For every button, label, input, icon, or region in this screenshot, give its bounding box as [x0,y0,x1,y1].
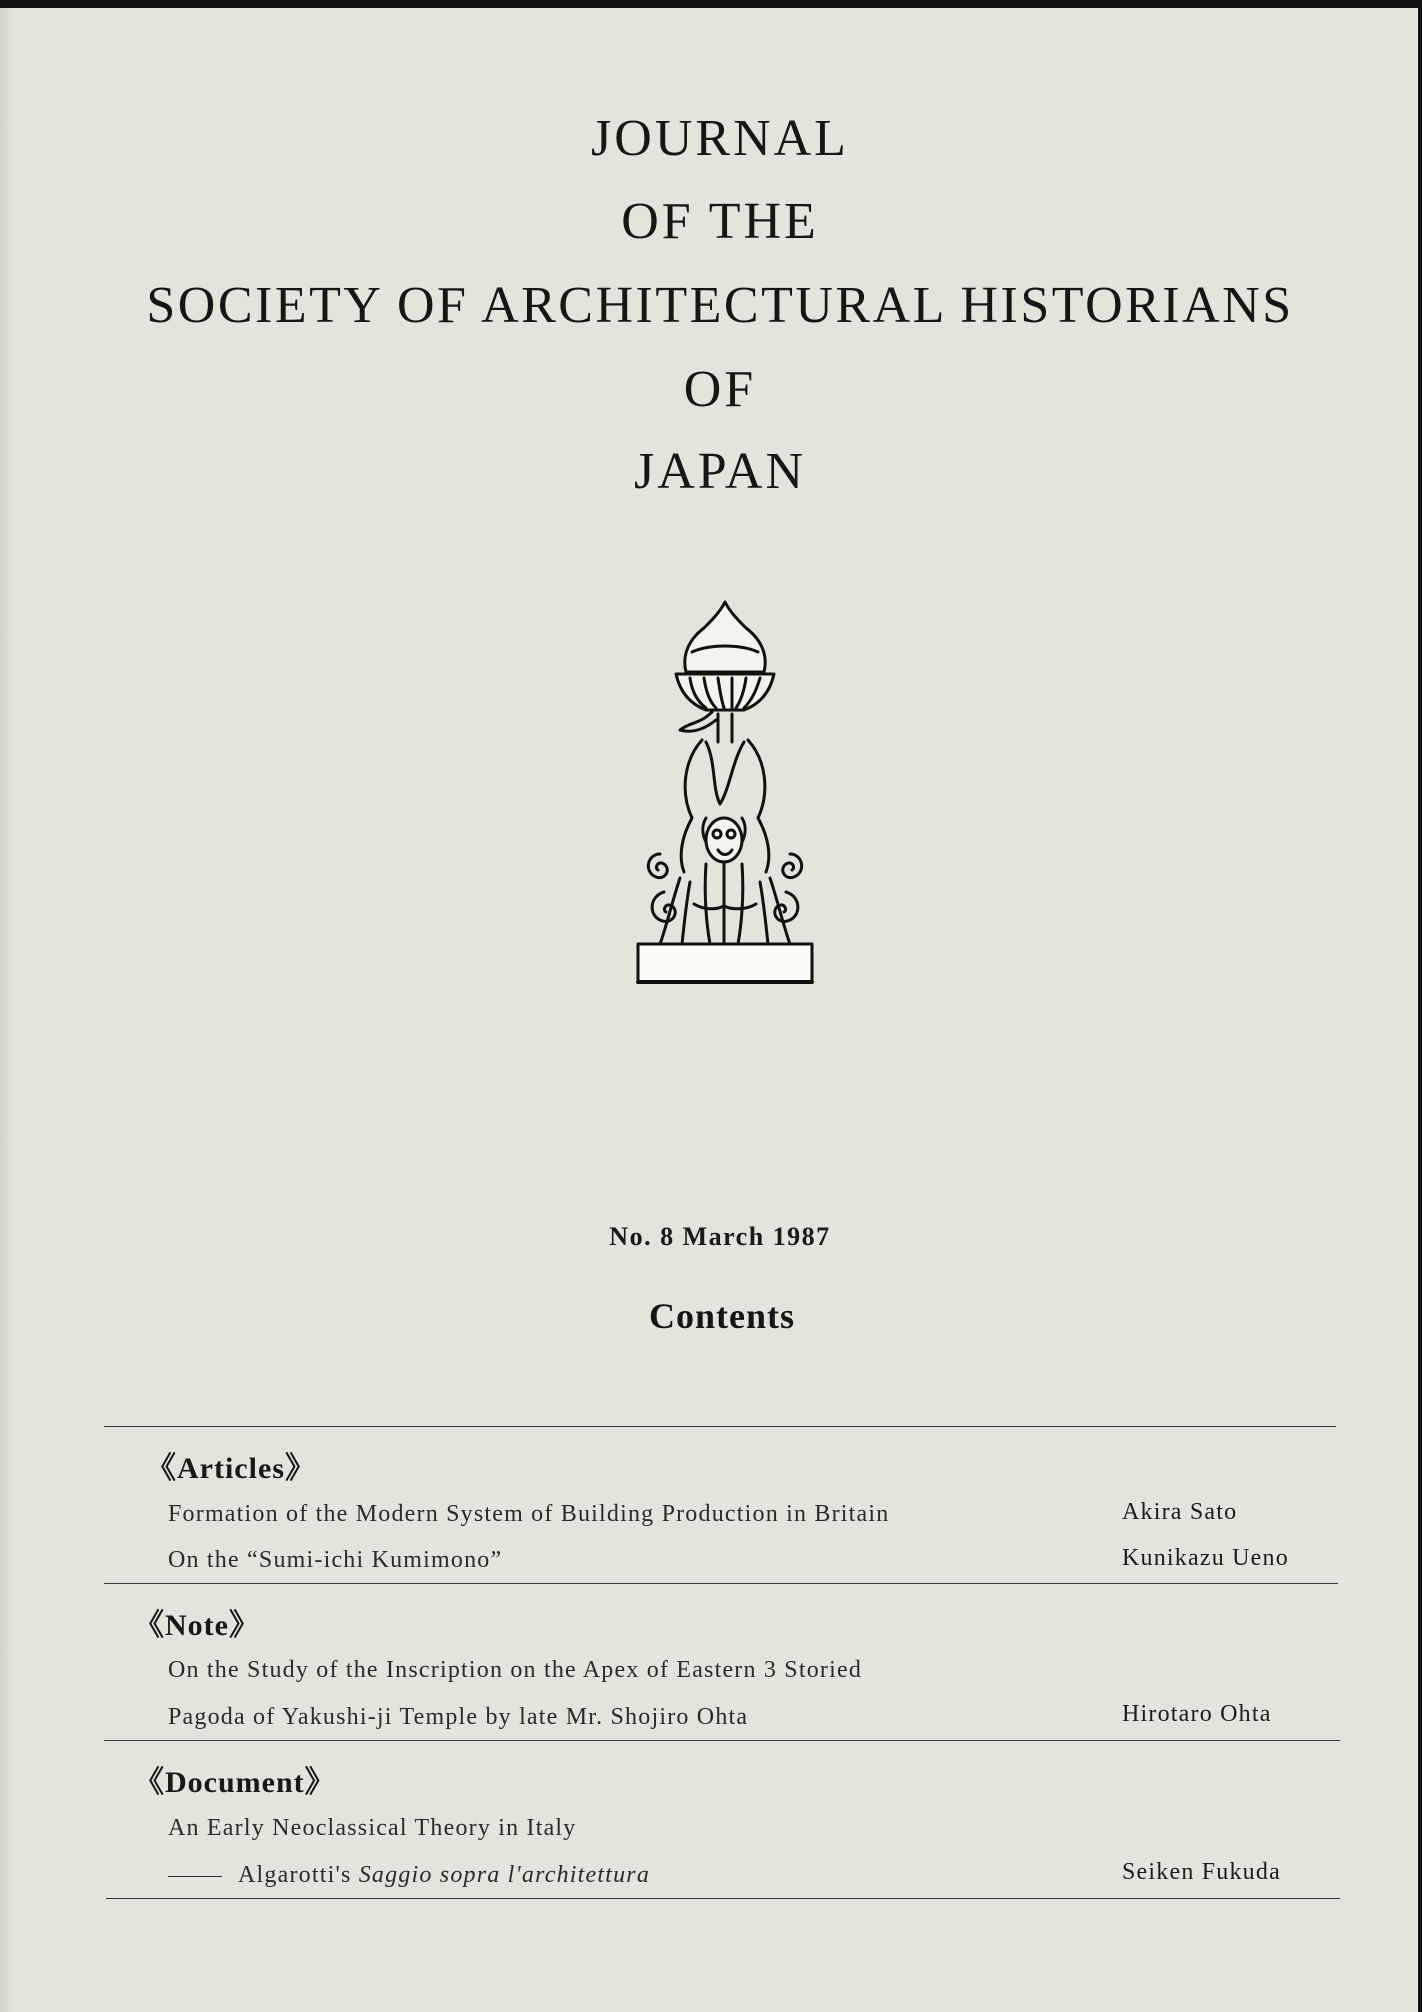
journal-title-line-5: JAPAN [633,443,807,500]
pagoda-finial-emblem-icon [620,592,830,992]
document-title-line-1: An Early Neoclassical Theory in Italy [168,1815,577,1841]
divider-after-note [104,1740,1340,1741]
document-author: Seiken Fukuda [1122,1859,1281,1885]
section-heading-articles: 《Articles》 [146,1452,316,1485]
journal-title-line-2: OF THE [621,193,819,250]
journal-title-line-1: JOURNAL [591,110,849,167]
contents-heading: Contents [648,1296,795,1336]
section-heading-document: 《Document》 [134,1766,336,1799]
article-title-2: On the “Sumi-ichi Kumimono” [168,1547,503,1573]
divider-top [104,1426,1336,1427]
document-subtitle [168,1863,650,1887]
article-author-1: Akira Sato [1122,1499,1238,1525]
journal-title-line-3: SOCIETY OF ARCHITECTURAL HISTORIANS [146,277,1294,334]
article-author-2: Kunikazu Ueno [1122,1545,1289,1571]
journal-cover [0,8,1418,2012]
divider-after-articles [104,1583,1338,1584]
note-title-line-2: Pagoda of Yakushi-ji Temple by late Mr. Shojiro Ohta [168,1704,749,1730]
em-dash-rule [168,1876,222,1877]
article-title-1: Formation of the Modern System of Building Production in Britain [168,1501,890,1527]
section-heading-note: 《Note》 [134,1609,260,1642]
issue-number-date: No. 8 March 1987 [609,1222,831,1251]
note-author: Hirotaro Ohta [1122,1701,1272,1727]
divider-bottom [106,1898,1340,1899]
document-subtitle-prefix: Algarotti's [238,1862,352,1888]
document-subtitle-italic: Saggio sopra l'architettura [358,1862,651,1888]
note-title-line-1: On the Study of the Inscription on the Apex of Eastern 3 Storied [168,1657,863,1683]
journal-title-line-4: OF [683,361,757,418]
